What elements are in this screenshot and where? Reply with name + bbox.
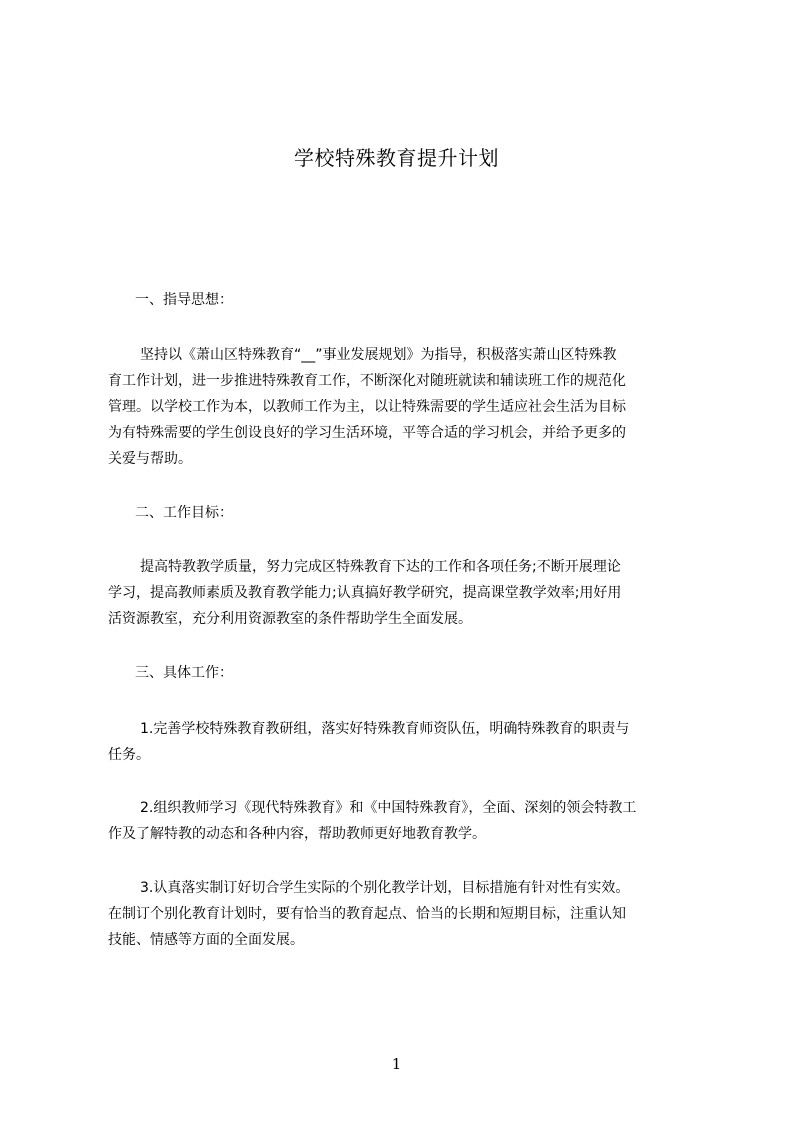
paragraph-item-2 (108, 795, 700, 847)
paragraph-line: 育工作计划，进一步推进特殊教育工作，不断深化对随班就读和辅读班工作的规范化 (108, 373, 626, 389)
paragraph-line: 坚持以《萧山区特殊教育“__”事业发展规划》为指导，积极落实萧山区特殊教 (140, 347, 617, 363)
paragraph-work-goals (108, 554, 700, 632)
paragraph-guiding-ideology (108, 342, 700, 472)
document-title: 学校特殊教育提升计划 (294, 146, 499, 170)
section-heading-guiding-ideology: 一、指导思想： (135, 292, 233, 308)
paragraph-line: 1.完善学校特殊教育教研组，落实好特殊教育师资队伍，明确特殊教育的职责与 (140, 721, 630, 737)
paragraph-line: 技能、情感等方面的全面发展。 (108, 932, 304, 948)
paragraph-line: 管理。以学校工作为本，以教师工作为主，以让特殊需要的学生适应社会生活为目标 (108, 399, 626, 415)
paragraph-line: 2.组织教师学习《现代特殊教育》和《中国特殊教育》，全面、深刻的领会特教工 (140, 800, 637, 816)
section-heading-specific-work: 三、具体工作： (135, 665, 233, 681)
paragraph-line: 3.认真落实制订好切合学生实际的个别化教学计划，目标措施有针对性有实效。 (140, 880, 630, 896)
paragraph-item-3 (108, 875, 700, 953)
paragraph-line: 任务。 (108, 747, 150, 763)
paragraph-line: 提高特教教学质量，努力完成区特殊教育下达的工作和各项任务;不断开展理论 (140, 559, 621, 575)
section-heading-work-goals: 二、工作目标： (135, 505, 233, 521)
paragraph-line: 关爱与帮助。 (108, 451, 192, 467)
paragraph-line: 学习，提高教师素质及教育教学能力;认真搞好教学研究，提高课堂教学效率;用好用 (108, 585, 622, 601)
paragraph-line: 在制订个别化教育计划时，要有恰当的教育起点、恰当的长期和短期目标，注重认知 (108, 906, 626, 922)
page-number: 1 (391, 1055, 402, 1073)
paragraph-line: 为有特殊需要的学生创设良好的学习生活环境，平等合适的学习机会，并给予更多的 (108, 425, 626, 441)
paragraph-line: 活资源教室，充分利用资源教室的条件帮助学生全面发展。 (108, 611, 472, 627)
paragraph-line: 作及了解特教的动态和各种内容，帮助教师更好地教育教学。 (108, 826, 486, 842)
paragraph-item-1 (108, 716, 700, 768)
